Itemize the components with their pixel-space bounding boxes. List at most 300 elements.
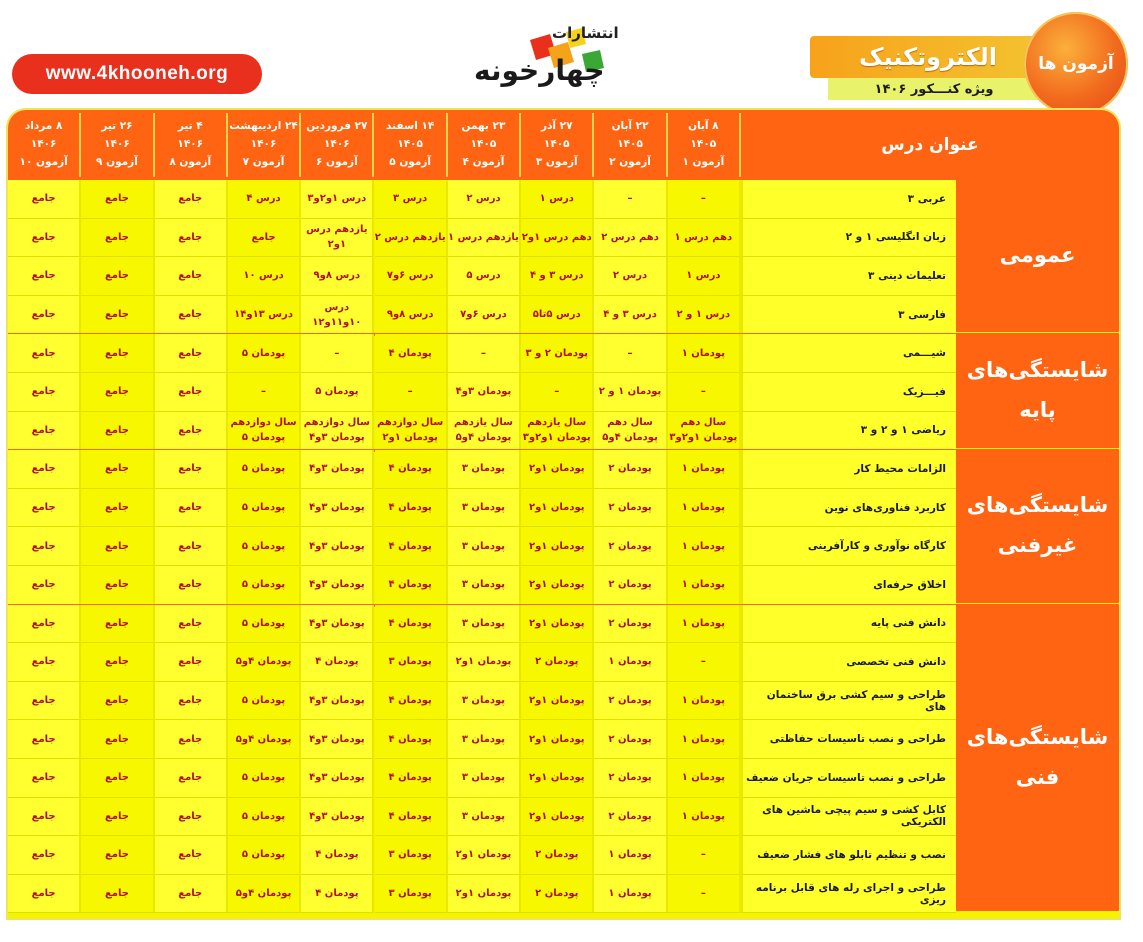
schedule-cell (448, 450, 521, 489)
schedule-cell-text: – (700, 386, 706, 398)
schedule-cell (594, 450, 667, 489)
schedule-cell-text: جامع (178, 502, 203, 514)
schedule-cell-text: جامع (104, 772, 129, 784)
exam-header-year: ۱۴۰۶ (177, 138, 204, 151)
exam-header-date: ۲۷ فروردین (306, 120, 368, 133)
schedule-cell-text: جامع (178, 424, 203, 436)
schedule-cell-text: پودمان ۱ (608, 656, 652, 668)
schedule-cell-text: پودمان ۱و۲و۳ (669, 432, 738, 444)
schedule-cell-text: پودمان ۱ (608, 888, 652, 900)
exam-header-year: ۱۴۰۶ (324, 138, 350, 151)
schedule-cell (594, 527, 667, 566)
schedule-cell (668, 875, 741, 914)
schedule-cell-text: پودمان ۳و۴ (309, 502, 365, 514)
schedule-cell (668, 798, 741, 837)
schedule-cell (594, 643, 667, 682)
schedule-cell-text: پودمان ۲ (608, 579, 652, 591)
exams-badge: آزمون ها (1024, 12, 1128, 116)
schedule-cell-text: جامع (178, 810, 203, 822)
exam-header-name: آزمون ۶ (315, 155, 358, 168)
exam-header-7 (228, 113, 301, 177)
schedule-cell-text: – (480, 347, 486, 359)
group-label (956, 334, 1119, 450)
schedule-cell (594, 798, 667, 837)
schedule-cell (81, 180, 154, 219)
schedule-cell-text: سال دوازدهم (377, 417, 444, 429)
schedule-cell-text: پودمان ۳و۴ (309, 772, 365, 784)
exam-header-year: ۱۴۰۶ (250, 138, 277, 151)
exam-header-year: ۱۴۰۶ (104, 138, 130, 151)
subject-cell: طراحی و اجرای رله های قابل برنامه ریزی (741, 875, 956, 914)
schedule-cell (668, 219, 741, 258)
schedule-cell-text: پودمان ۵ (241, 849, 286, 861)
schedule-cell-text: جامع (178, 695, 203, 707)
schedule-cell (228, 566, 301, 605)
schedule-cell (301, 373, 374, 412)
schedule-cell (448, 296, 521, 335)
schedule-cell-text: درس ۶و۷ (386, 270, 434, 282)
schedule-cell (375, 334, 448, 373)
schedule-cell (155, 180, 228, 219)
schedule-cell (155, 759, 228, 798)
subject-cell: طراحی و نصب تاسیسات جریان ضعیف (741, 759, 956, 798)
group-label-line: غیرفنی (997, 533, 1078, 558)
schedule-cell-text: درس ۱و۲و۳ (307, 193, 367, 205)
schedule-cell-text: پودمان ۱و۲ (455, 849, 512, 861)
exam-header-year: ۱۴۰۵ (690, 138, 717, 151)
schedule-cell-text: جامع (31, 656, 56, 668)
schedule-cell (228, 373, 301, 412)
schedule-cell-text: جامع (104, 849, 129, 861)
schedule-cell-text: جامع (104, 386, 129, 398)
schedule-cell-text: – (700, 888, 706, 900)
schedule-cell-text: پودمان ۲ (608, 617, 652, 629)
schedule-cell-text: درس ۵تا۵ (532, 309, 581, 321)
schedule-cell-text: پودمان ۳و۴ (309, 540, 365, 552)
schedule-cell-text: جامع (104, 193, 129, 205)
schedule-cell (375, 527, 448, 566)
schedule-cell-text: پودمان ۴و۵ (455, 432, 512, 444)
schedule-cell-text: درس ۱۳و۱۴ (234, 309, 293, 321)
schedule-cell-text: دهم درس ۱و۲ (521, 231, 592, 243)
subject-cell: کابل کشی و سیم پیچی ماشین های الکتریکی (741, 798, 956, 837)
schedule-cell-text: جامع (31, 193, 56, 205)
schedule-cell-text: پودمان ۴و۵ (602, 432, 658, 444)
schedule-cell-text: پودمان ۵ (241, 463, 286, 475)
schedule-cell-text: درس ۸و۹ (313, 270, 361, 282)
schedule-cell-text: پودمان ۳و۴ (309, 695, 365, 707)
schedule-cell (448, 334, 521, 373)
schedule-cell (301, 643, 374, 682)
schedule-cell (81, 720, 154, 759)
page-title: الکتروتکنیک (810, 36, 1046, 78)
schedule-cell-text: – (261, 386, 267, 398)
schedule-cell (521, 720, 594, 759)
schedule-cell (228, 759, 301, 798)
publisher-logo (470, 18, 650, 96)
schedule-cell (375, 759, 448, 798)
schedule-cell-text: جامع (104, 810, 129, 822)
schedule-cell (448, 643, 521, 682)
schedule-cell (155, 373, 228, 412)
schedule-cell (448, 373, 521, 412)
schedule-cell (375, 566, 448, 605)
schedule-cell-text: جامع (31, 502, 56, 514)
schedule-cell (301, 759, 374, 798)
schedule-cell (448, 489, 521, 528)
schedule-cell-text: دهم درس ۲ (601, 231, 659, 243)
schedule-cell (375, 720, 448, 759)
schedule-cell (375, 836, 448, 875)
schedule-cell (521, 527, 594, 566)
schedule-cell (228, 296, 301, 335)
schedule-cell-text: پودمان ۵ (241, 502, 286, 514)
schedule-cell (668, 257, 741, 296)
schedule-cell-text: پودمان ۴و۵ (235, 733, 292, 745)
schedule-cell-text: – (407, 386, 413, 398)
schedule-cell-text: جامع (104, 347, 129, 359)
schedule-cell-text: جامع (178, 733, 203, 745)
schedule-cell (375, 682, 448, 721)
schedule-cell-text: جامع (31, 849, 56, 861)
schedule-cell-text: جامع (31, 270, 56, 282)
schedule-cell-text: جامع (251, 231, 276, 243)
schedule-cell (81, 450, 154, 489)
schedule-cell-text: پودمان ۱ (608, 849, 652, 861)
schedule-cell-text: پودمان ۴ (315, 888, 359, 900)
schedule-cell-text: پودمان ۱ (681, 695, 725, 707)
schedule-cell-text: پودمان ۴ (388, 463, 432, 475)
schedule-cell (521, 450, 594, 489)
schedule-cell-text: پودمان ۳ (461, 772, 506, 784)
schedule-cell (375, 296, 448, 335)
schedule-cell (155, 450, 228, 489)
schedule-cell-text: پودمان ۵ (241, 579, 286, 591)
schedule-cell (81, 875, 154, 914)
subject-cell: الزامات محیط کار (741, 450, 956, 489)
schedule-cell-text: پودمان ۱و۲ (382, 432, 438, 444)
logo-publisher-name: چهارخونه (474, 54, 605, 87)
schedule-cell-text: پودمان ۱ (681, 733, 725, 745)
schedule-cell-text: درس ۲ (466, 193, 501, 205)
schedule-cell-text: پودمان ۴ (388, 772, 432, 784)
schedule-cell-text: پودمان ۳ (461, 502, 506, 514)
schedule-cell-text: جامع (178, 617, 203, 629)
schedule-cell (375, 875, 448, 914)
schedule-cell-text: درس ۶و۷ (460, 309, 507, 321)
exam-header-name: آزمون ۸ (169, 155, 212, 168)
schedule-cell-text: جامع (178, 270, 203, 282)
subject-cell: زبان انگلیسی ۱ و ۲ (741, 219, 956, 258)
exam-header-name: آزمون ۱ (682, 155, 725, 168)
schedule-cell (594, 566, 667, 605)
schedule-cell-text: جامع (104, 733, 129, 745)
schedule-cell (8, 412, 81, 451)
schedule-cell (228, 836, 301, 875)
schedule-cell-text: پودمان ۲ (608, 502, 652, 514)
subject-cell: دانش فنی تخصصی (741, 643, 956, 682)
schedule-cell (301, 296, 374, 335)
schedule-cell-text: پودمان ۵ (241, 617, 286, 629)
schedule-cell-text: پودمان ۴ (388, 502, 432, 514)
schedule-cell-text: پودمان ۴ (388, 540, 432, 552)
schedule-cell-text: درس ۸و۹ (386, 309, 434, 321)
exam-header-date: ۴ تیر (177, 120, 203, 133)
subject-cell: عربی ۳ (741, 180, 956, 219)
schedule-cell (594, 180, 667, 219)
schedule-cell-text: جامع (178, 193, 203, 205)
exam-schedule-table (8, 110, 1119, 918)
schedule-cell (228, 257, 301, 296)
schedule-cell (594, 219, 667, 258)
schedule-cell-text: جامع (31, 424, 56, 436)
schedule-cell (448, 682, 521, 721)
schedule-cell (301, 605, 374, 644)
schedule-cell (521, 605, 594, 644)
schedule-cell (228, 643, 301, 682)
exam-header-name: آزمون ۹ (96, 155, 138, 168)
schedule-cell (521, 373, 594, 412)
exam-header-5 (375, 113, 448, 177)
subject-column-header: عنوان درس (881, 135, 979, 155)
schedule-cell (668, 682, 741, 721)
exam-header-date: ۲۴ اردیبهشت (229, 120, 298, 133)
schedule-cell (375, 219, 448, 258)
schedule-cell (668, 180, 741, 219)
schedule-cell-text: پودمان ۱و۲ (528, 810, 585, 822)
schedule-cell (301, 875, 374, 914)
schedule-cell (81, 257, 154, 296)
schedule-cell-text: پودمان ۱و۲ (528, 463, 585, 475)
schedule-cell-text: پودمان ۴و۵ (235, 656, 292, 668)
schedule-cell-text: جامع (31, 810, 56, 822)
schedule-cell (594, 334, 667, 373)
schedule-cell (228, 180, 301, 219)
schedule-cell-text: پودمان ۳ (461, 463, 506, 475)
schedule-cell (8, 219, 81, 258)
schedule-cell-text: پودمان ۱و۲ (528, 617, 585, 629)
schedule-cell-text: درس ۳ و ۴ (603, 309, 657, 321)
schedule-cell (81, 527, 154, 566)
schedule-cell (228, 489, 301, 528)
schedule-cell-text: پودمان ۳ (461, 695, 506, 707)
schedule-cell (301, 798, 374, 837)
schedule-cell (228, 527, 301, 566)
schedule-cell (521, 566, 594, 605)
exam-header-year: ۱۴۰۶ (30, 138, 57, 151)
schedule-cell-text: درس ۱۰ (243, 270, 284, 282)
group-label-line: عمومی (999, 243, 1076, 268)
schedule-cell-text: پودمان ۴ (315, 656, 359, 668)
schedule-cell-text: – (334, 347, 340, 359)
schedule-cell-text: پودمان ۵ (241, 347, 286, 359)
schedule-cell (155, 489, 228, 528)
schedule-cell-text: پودمان ۳ (461, 540, 506, 552)
schedule-cell-text: پودمان ۵ (241, 810, 286, 822)
schedule-cell-text: پودمان ۱و۲ (528, 579, 585, 591)
schedule-cell (8, 296, 81, 335)
schedule-cell-text: درس ۲ (612, 270, 648, 282)
schedule-cell (81, 682, 154, 721)
schedule-cell-text: جامع (31, 309, 56, 321)
subject-cell: ریاضی ۱ و ۲ و ۳ (741, 412, 956, 451)
schedule-cell (521, 219, 594, 258)
schedule-cell (155, 720, 228, 759)
schedule-cell-text: پودمان ۳و۴ (455, 386, 512, 398)
schedule-cell (228, 682, 301, 721)
schedule-cell-text: جامع (31, 888, 56, 900)
schedule-cell-text: پودمان ۲ (608, 733, 652, 745)
schedule-cell-text: پودمان ۳ (461, 579, 506, 591)
schedule-cell-text: پودمان ۱و۲ (528, 540, 585, 552)
schedule-cell-text: پودمان ۴ (388, 579, 432, 591)
schedule-cell (81, 605, 154, 644)
schedule-cell-text: جامع (178, 579, 203, 591)
exam-header-date: ۱۴ اسفند (385, 120, 435, 133)
subject-cell: طراحی و نصب تاسیسات حفاظتی (741, 720, 956, 759)
schedule-cell-text: پودمان ۴ (388, 733, 432, 745)
exam-header-6 (301, 113, 374, 177)
schedule-cell (448, 798, 521, 837)
schedule-cell (668, 527, 741, 566)
schedule-cell-text: پودمان ۴و۵ (235, 888, 292, 900)
schedule-cell (155, 605, 228, 644)
schedule-cell-text: جامع (178, 386, 203, 398)
subject-cell: تعلیمات دینی ۳ (741, 257, 956, 296)
schedule-cell (521, 412, 594, 451)
schedule-cell (668, 412, 741, 451)
schedule-cell (155, 219, 228, 258)
page-subtitle: ویژه کنـــکور ۱۴۰۶ (828, 78, 1040, 100)
schedule-cell (8, 180, 81, 219)
website-url-pill[interactable]: www.4khooneh.org (12, 54, 262, 94)
subject-cell: فارسی ۳ (741, 296, 956, 335)
schedule-cell-text: جامع (104, 502, 129, 514)
schedule-cell-text: پودمان ۵ (315, 386, 359, 398)
schedule-cell-text: جامع (31, 695, 56, 707)
schedule-cell (8, 566, 81, 605)
schedule-cell-text: جامع (178, 656, 203, 668)
schedule-cell (8, 373, 81, 412)
schedule-cell-text: درس ۴ (246, 193, 281, 205)
schedule-cell-text: پودمان ۳و۴ (309, 432, 365, 444)
schedule-cell-text: پودمان ۲ (535, 888, 579, 900)
schedule-cell-text: پودمان ۳ (461, 733, 506, 745)
schedule-cell (668, 489, 741, 528)
schedule-cell-text: جامع (178, 463, 203, 475)
schedule-cell (228, 605, 301, 644)
schedule-cell (8, 798, 81, 837)
schedule-cell (594, 605, 667, 644)
subject-cell: دانش فنی پایه (741, 605, 956, 644)
group-label-line: شایستگی‌های (966, 493, 1109, 518)
schedule-cell (301, 180, 374, 219)
schedule-cell (375, 450, 448, 489)
exam-header-4 (448, 113, 521, 177)
schedule-cell-text: پودمان ۱و۲ (455, 656, 512, 668)
schedule-cell-text: پودمان ۳و۴ (309, 617, 365, 629)
schedule-cell (448, 566, 521, 605)
schedule-cell (448, 257, 521, 296)
table-header-row (8, 110, 1119, 180)
schedule-cell (521, 296, 594, 335)
schedule-cell-text: – (700, 849, 706, 861)
schedule-cell (521, 643, 594, 682)
schedule-cell (668, 836, 741, 875)
schedule-cell (521, 875, 594, 914)
schedule-cell-text: سال دهم (607, 417, 653, 429)
exam-header-name: آزمون ۵ (389, 155, 432, 168)
schedule-cell (155, 296, 228, 335)
schedule-cell (155, 412, 228, 451)
schedule-cell (448, 527, 521, 566)
schedule-cell (301, 450, 374, 489)
schedule-cell-text: پودمان ۱و۲ (528, 502, 585, 514)
schedule-cell (81, 219, 154, 258)
schedule-cell-text: جامع (31, 231, 56, 243)
schedule-cell (375, 180, 448, 219)
schedule-cell (521, 759, 594, 798)
schedule-cell (8, 836, 81, 875)
schedule-cell (594, 412, 667, 451)
exam-header-year: ۱۴۰۵ (397, 138, 423, 151)
schedule-cell-text: پودمان ۵ (241, 540, 286, 552)
schedule-cell (81, 759, 154, 798)
schedule-cell (155, 527, 228, 566)
schedule-cell (521, 836, 594, 875)
schedule-cell (594, 836, 667, 875)
schedule-cell-text: جامع (31, 386, 56, 398)
schedule-cell-text: درس ۱۰و۱۱و۱۲ (312, 301, 362, 328)
schedule-cell (301, 219, 374, 258)
schedule-cell (301, 682, 374, 721)
schedule-cell (521, 798, 594, 837)
subject-cell: فیـــزیک (741, 373, 956, 412)
exam-header-name: آزمون ۳ (535, 155, 578, 168)
schedule-cell-text: درس ۱ (539, 193, 574, 205)
logo-publisher-label: انتشارات (552, 24, 619, 42)
schedule-cell (448, 720, 521, 759)
schedule-cell (375, 605, 448, 644)
schedule-cell (8, 643, 81, 682)
schedule-cell-text: پودمان ۲ (535, 656, 579, 668)
schedule-cell (594, 759, 667, 798)
subject-cell: شیـــمی (741, 334, 956, 373)
schedule-cell-text: پودمان ۱ و ۲ (598, 386, 662, 398)
schedule-cell-text: پودمان ۱و۲و۳ (522, 432, 591, 444)
schedule-cell (155, 643, 228, 682)
exam-header-9 (81, 113, 154, 177)
exam-header-date: ۲۶ تیر (101, 120, 133, 133)
schedule-cell-text: جامع (31, 617, 56, 629)
exam-header-date: ۸ مرداد (24, 120, 63, 133)
schedule-cell-text: پودمان ۲ (608, 772, 652, 784)
schedule-cell-text: پودمان ۲ (608, 540, 652, 552)
schedule-cell-text: پودمان ۱و۲ (528, 733, 585, 745)
schedule-cell-text: – (700, 656, 706, 668)
schedule-cell (594, 682, 667, 721)
schedule-cell (81, 798, 154, 837)
subject-cell: کارگاه نوآوری و کارآفرینی (741, 527, 956, 566)
schedule-cell-text: جامع (104, 270, 129, 282)
schedule-cell (155, 257, 228, 296)
schedule-cell-text: – (554, 386, 560, 398)
schedule-cell-text: جامع (31, 463, 56, 475)
schedule-cell-text: درس ۳ (393, 193, 428, 205)
schedule-cell-text: جامع (31, 733, 56, 745)
schedule-cell-text: جامع (31, 540, 56, 552)
schedule-cell-text: پودمان ۲ (608, 695, 652, 707)
